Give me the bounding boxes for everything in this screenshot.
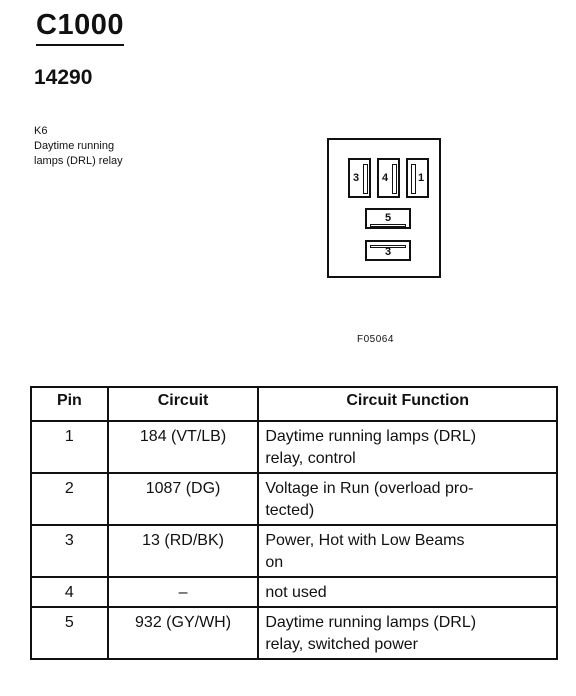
terminal-blade xyxy=(411,164,416,194)
table-row xyxy=(31,473,557,525)
cavity-label: 3 xyxy=(353,172,360,184)
description-line: K6 xyxy=(34,125,48,137)
terminal-blade xyxy=(392,164,397,194)
circuit-code: 1087 (DG) xyxy=(108,473,259,525)
part-number: 14290 xyxy=(34,66,93,89)
pin-number: 1 xyxy=(31,421,108,473)
circuit-function-line: Daytime running lamps (DRL) xyxy=(265,428,477,445)
circuit-function xyxy=(258,421,557,473)
column-header-circuit-function: Circuit Function xyxy=(258,387,557,421)
terminal-blade xyxy=(370,224,406,227)
description-line: lamps (DRL) relay xyxy=(34,155,123,167)
column-header-pin: Pin xyxy=(31,387,108,421)
pin-number: 4 xyxy=(31,577,108,607)
circuit-function-line: not used xyxy=(265,584,327,601)
circuit-function-line: Power, Hot with Low Beams xyxy=(265,532,465,549)
table-row xyxy=(31,525,557,577)
cavity-label: 1 xyxy=(418,172,425,184)
cavity-label: 3 xyxy=(384,246,392,258)
circuit-function xyxy=(258,525,557,577)
cavity-label: 5 xyxy=(384,212,392,224)
circuit-function xyxy=(258,577,557,607)
table-row xyxy=(31,577,557,607)
pin-table xyxy=(30,386,558,660)
description-line: Daytime running xyxy=(34,140,115,152)
connector-description xyxy=(34,124,123,169)
connector-face-diagram xyxy=(327,138,441,278)
cavity xyxy=(365,240,411,261)
pin-number: 2 xyxy=(31,473,108,525)
circuit-code: 13 (RD/BK) xyxy=(108,525,259,577)
terminal-blade xyxy=(363,164,368,194)
circuit-code: 932 (GY/WH) xyxy=(108,607,259,659)
circuit-function-line: tected) xyxy=(265,502,315,519)
circuit-code: 184 (VT/LB) xyxy=(108,421,259,473)
circuit-function-line: Daytime running lamps (DRL) xyxy=(265,614,477,631)
circuit-code: – xyxy=(108,577,259,607)
table-header-row xyxy=(31,387,557,421)
cavity-label: 4 xyxy=(382,172,389,184)
circuit-function-line: relay, switched power xyxy=(265,636,418,653)
cavity xyxy=(406,158,429,198)
cavity xyxy=(377,158,400,198)
circuit-function xyxy=(258,607,557,659)
cavity xyxy=(365,208,411,229)
pin-number: 5 xyxy=(31,607,108,659)
circuit-function-line: on xyxy=(265,554,284,571)
column-header-circuit: Circuit xyxy=(108,387,259,421)
circuit-function-line: relay, control xyxy=(265,450,356,467)
pin-number: 3 xyxy=(31,525,108,577)
circuit-function xyxy=(258,473,557,525)
figure-code: F05064 xyxy=(357,334,394,345)
circuit-function-line: Voltage in Run (overload pro- xyxy=(265,480,474,497)
connector-id: C1000 xyxy=(36,8,124,46)
cavity xyxy=(348,158,371,198)
table-row xyxy=(31,607,557,659)
table-row xyxy=(31,421,557,473)
